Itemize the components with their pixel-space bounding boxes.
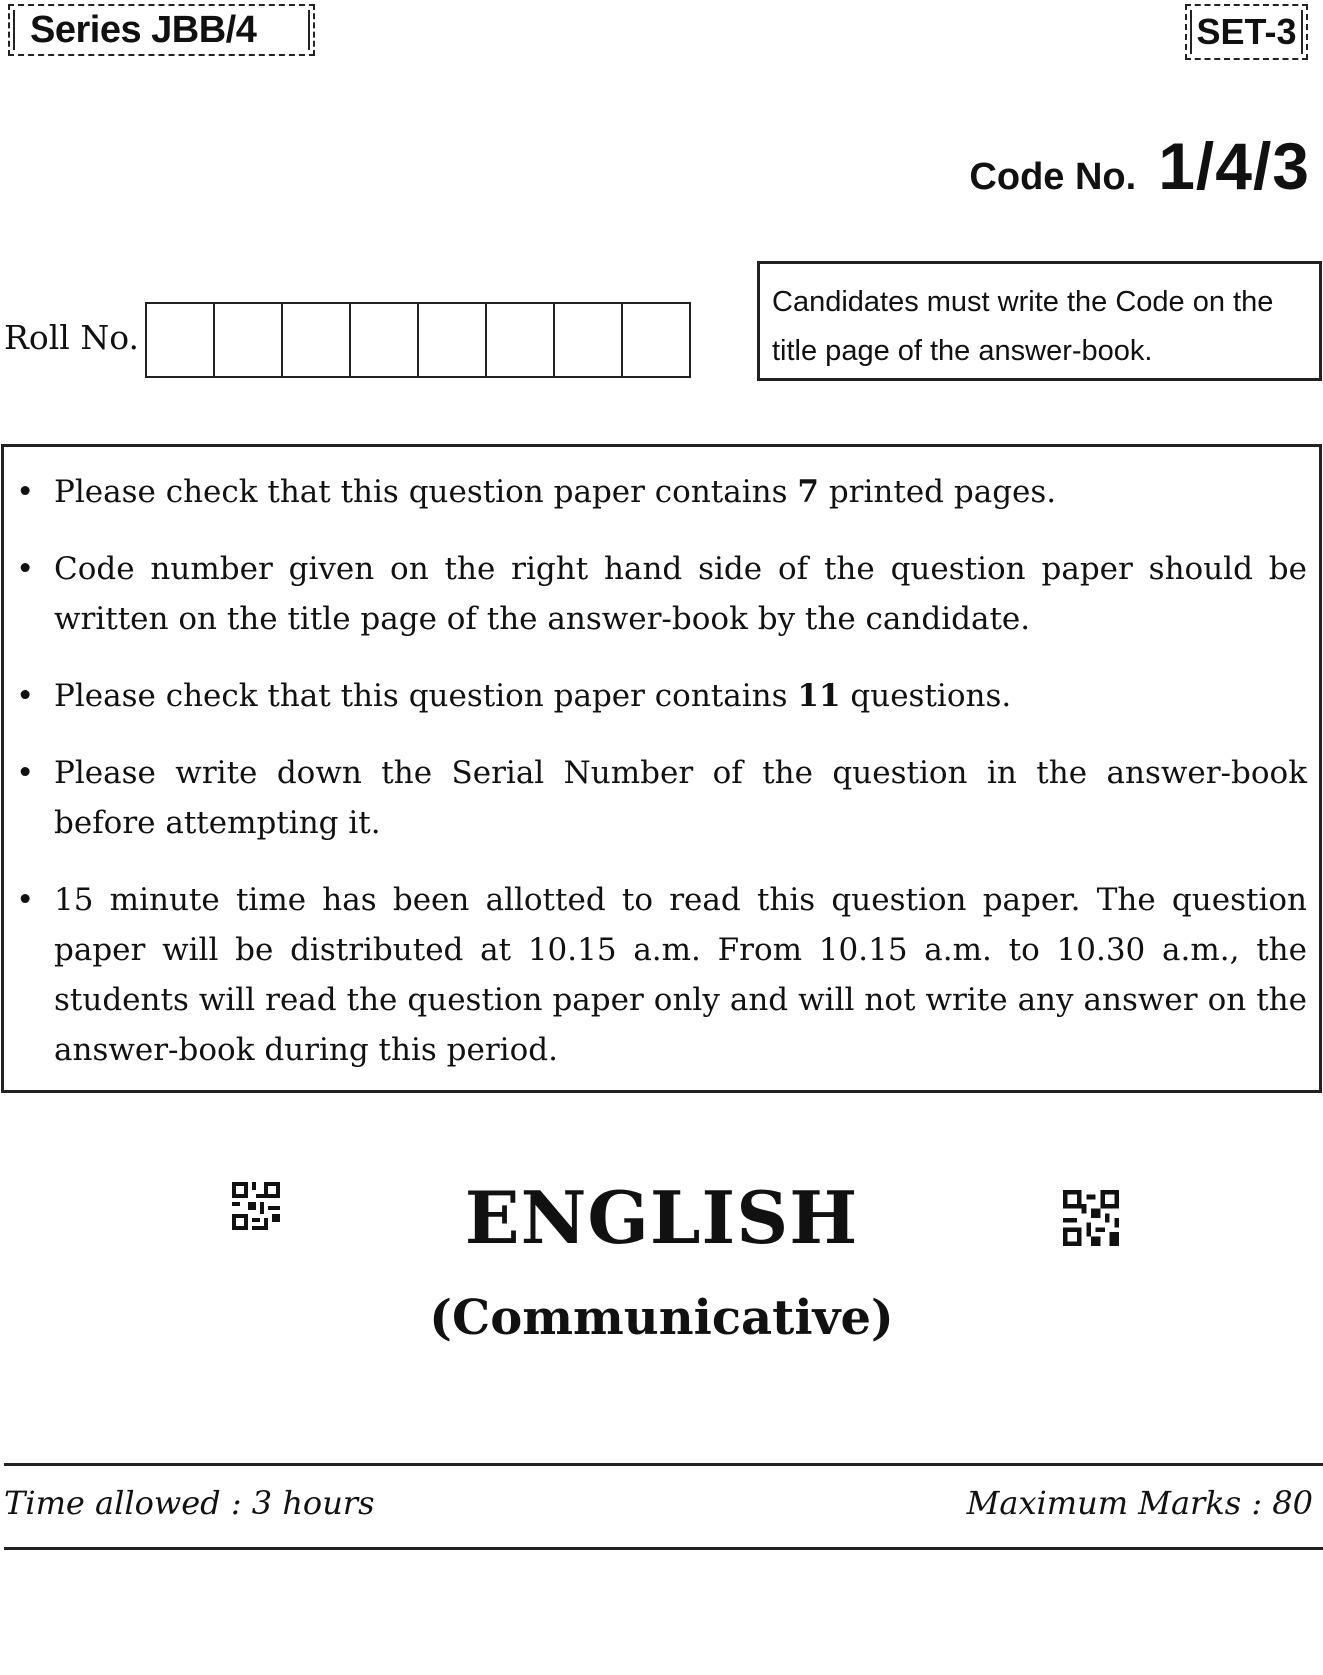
series-label: Series JBB/4 [8, 4, 315, 56]
candidates-note-text: Candidates must write the Code on the title page of the answer-book. [772, 286, 1274, 367]
bullet-icon: • [16, 755, 35, 791]
bullet-icon: • [16, 882, 35, 918]
roll-number-box[interactable] [147, 304, 215, 376]
roll-number-box[interactable] [351, 304, 419, 376]
candidates-note-box [757, 261, 1322, 381]
roll-number-boxes[interactable] [145, 302, 691, 378]
roll-number-box[interactable] [419, 304, 487, 376]
roll-number-box[interactable] [623, 304, 689, 376]
instruction-text: Please check that this question paper contains 7 printed pages. [54, 474, 1057, 510]
roll-number-box[interactable] [283, 304, 351, 376]
instruction-text: Please write down the Serial Number of the question in the answer-book before attempting it. [54, 755, 1307, 841]
roll-number-box[interactable] [487, 304, 555, 376]
time-allowed: Time allowed : 3 hours [4, 1484, 375, 1522]
set-label: SET-3 [1185, 4, 1308, 60]
bullet-icon: • [16, 474, 35, 510]
divider [4, 1547, 1323, 1550]
code-number [969, 128, 1310, 204]
bullet-icon: • [16, 551, 35, 587]
subject-subtitle: (Communicative) [429, 1290, 894, 1346]
maximum-marks: Maximum Marks : 80 [966, 1484, 1313, 1522]
instruction-text: Code number given on the right hand side of the question paper should be written on the title page of the answer-book by the candidate. [54, 551, 1307, 637]
instruction-item [14, 875, 1307, 1075]
roll-number-label: Roll No. [4, 318, 139, 357]
instruction-text: Please check that this question paper contains 11 questions. [54, 678, 1012, 714]
instruction-item [14, 671, 1307, 721]
instructions-box [1, 444, 1322, 1093]
instruction-item [14, 748, 1307, 848]
code-label: Code No. [969, 156, 1137, 198]
subject-title: ENGLISH [464, 1175, 859, 1260]
roll-number-box[interactable] [555, 304, 623, 376]
instruction-text: 15 minute time has been allotted to read this question paper. The question paper will be distributed at 10.15 a.m. From 10.15 a.m. to 10.30 a.m., the students will read the question paper only and will not write any answer on the answer-book during this period. [54, 882, 1307, 1068]
bullet-icon: • [16, 678, 35, 714]
roll-number-box[interactable] [215, 304, 283, 376]
instruction-item [14, 544, 1307, 644]
divider [4, 1463, 1323, 1466]
instruction-item [14, 467, 1307, 517]
code-value: 1/4/3 [1158, 129, 1310, 203]
